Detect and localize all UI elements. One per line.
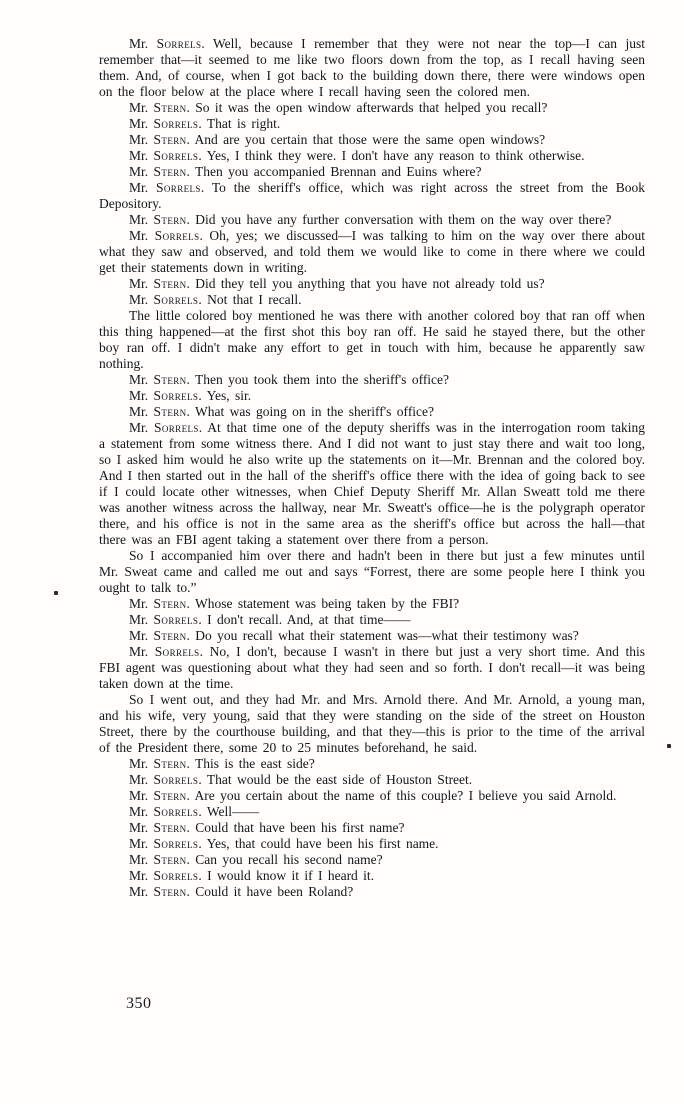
speaker-prefix: Mr. bbox=[129, 276, 154, 291]
transcript-paragraph: Mr. Stern. Then you accompanied Brennan and Euins where? bbox=[129, 164, 482, 179]
transcript-paragraph: Mr. Stern. Did they tell you anything that you have not already told us? bbox=[129, 276, 545, 291]
speaker-name: Stern bbox=[153, 212, 187, 227]
speaker-prefix: Mr. bbox=[129, 212, 154, 227]
speaker-name: Stern bbox=[153, 276, 187, 291]
speaker-prefix: Mr. bbox=[129, 100, 154, 115]
print-speck-right bbox=[667, 744, 671, 748]
speaker-prefix: Mr. bbox=[129, 596, 154, 611]
transcript-paragraph: Mr. Stern. Could that have been his first name? bbox=[129, 820, 405, 835]
speaker-prefix: Mr. bbox=[129, 420, 154, 435]
speaker-prefix: Mr. bbox=[129, 644, 155, 659]
transcript-paragraph: The little colored boy mentioned he was there with another colored boy that ran off when this thing happened—at the first shot this boy ran off. He said he stayed there, but the other boy ran off. I didn't make any effort to get in touch with him, because he apparently saw nothing. bbox=[99, 308, 645, 371]
speaker-prefix: Mr. bbox=[129, 628, 154, 643]
transcript-paragraph: Mr. Sorrels. At that time one of the deputy sheriffs was in the interrogation room taking a statement from some witness there. And I did not want to just stay there and wait too long, so I asked him would he also write up the statements on it—Mr. Brennan and the colored boy. And I then started out in the hall of the sheriff's office there with the idea of going back to see if I could locate other witnesses, when Chief Deputy Sheriff Mr. Allan Sweatt told me there was another witness across the hallway, near Mr. Sweatt's office—he is the polygraph operator there, and his office is not in the same area as the sheriff's office but across the hall—that there was an FBI agent taking a statement over there from a person. bbox=[99, 420, 645, 547]
speaker-prefix: Mr. bbox=[129, 404, 154, 419]
speaker-prefix: Mr. bbox=[129, 388, 154, 403]
transcript-paragraph: Mr. Stern. This is the east side? bbox=[129, 756, 315, 771]
transcript-paragraph: Mr. Stern. And are you certain that those were the same open windows? bbox=[129, 132, 546, 147]
print-speck-left bbox=[54, 591, 58, 595]
transcript-paragraph: Mr. Sorrels. I don't recall. And, at that time—— bbox=[129, 612, 411, 627]
speaker-name: Stern bbox=[153, 788, 187, 803]
speaker-prefix: Mr. bbox=[129, 292, 154, 307]
speaker-prefix: Mr. bbox=[129, 148, 154, 163]
transcript-paragraph: So I went out, and they had Mr. and Mrs. Arnold there. And Mr. Arnold, a young man, and his wife, very young, said that they were standing on the side of the street on Houston Street, there by the courthouse building, and that they—this is prior to the time of the arrival of the President there, some 20 to 25 minutes beforehand, he said. bbox=[99, 692, 645, 755]
speaker-prefix: Mr. bbox=[129, 868, 154, 883]
speaker-name: Sorrels bbox=[153, 836, 199, 851]
speaker-prefix: Mr. bbox=[129, 804, 154, 819]
transcript-paragraph: Mr. Stern. Are you certain about the name of this couple? I believe you said Arnold. bbox=[129, 788, 617, 803]
speaker-name: Stern bbox=[153, 852, 187, 867]
speaker-name: Sorrels bbox=[154, 644, 200, 659]
speaker-prefix: Mr. bbox=[129, 132, 154, 147]
transcript-paragraph: Mr. Stern. What was going on in the sheriff's office? bbox=[129, 404, 435, 419]
speaker-prefix: Mr. bbox=[129, 180, 156, 195]
speaker-prefix: Mr. bbox=[129, 820, 154, 835]
speaker-name: Stern bbox=[153, 820, 187, 835]
transcript-paragraph: Mr. Sorrels. Yes, I think they were. I don't have any reason to think otherwise. bbox=[129, 148, 585, 163]
speaker-prefix: Mr. bbox=[129, 612, 154, 627]
transcript-paragraph: Mr. Sorrels. Not that I recall. bbox=[129, 292, 302, 307]
speaker-name: Sorrels bbox=[154, 228, 200, 243]
speaker-name: Stern bbox=[153, 596, 187, 611]
speaker-name: Sorrels bbox=[153, 420, 199, 435]
transcript-paragraph: Mr. Sorrels. Well, because I remember that they were not near the top—I can just remember that—it seemed to me like two floors down from the top, as I recall having seen them. And, of course, when I got back to the building down there, there were windows open on the floor below at the place where I recall having seen the colored men. bbox=[99, 36, 645, 99]
transcript-paragraph: Mr. Sorrels. Oh, yes; we discussed—I was talking to him on the way over there about what they saw and observed, and told them we would like to come in there where we could get their statements down in writing. bbox=[99, 228, 645, 275]
speaker-name: Sorrels bbox=[153, 612, 199, 627]
transcript-paragraph: Mr. Stern. Do you recall what their statement was—what their testimony was? bbox=[129, 628, 579, 643]
speaker-name: Stern bbox=[153, 100, 187, 115]
speaker-name: Sorrels bbox=[153, 292, 199, 307]
transcript-paragraph: Mr. Sorrels. Yes, that could have been his first name. bbox=[129, 836, 439, 851]
speaker-name: Stern bbox=[153, 132, 187, 147]
transcript-paragraph: Mr. Sorrels. That would be the east side of Houston Street. bbox=[129, 772, 473, 787]
speaker-prefix: Mr. bbox=[129, 772, 154, 787]
speaker-name: Stern bbox=[153, 404, 187, 419]
transcript-text-block bbox=[99, 36, 645, 900]
speaker-prefix: Mr. bbox=[129, 164, 154, 179]
speaker-name: Sorrels bbox=[153, 804, 199, 819]
speaker-name: Sorrels bbox=[156, 180, 201, 195]
speaker-prefix: Mr. bbox=[129, 884, 154, 899]
transcript-paragraph: Mr. Sorrels. Yes, sir. bbox=[129, 388, 252, 403]
transcript-paragraph: Mr. Stern. Then you took them into the sheriff's office? bbox=[129, 372, 450, 387]
speaker-prefix: Mr. bbox=[129, 852, 154, 867]
transcript-paragraph: Mr. Sorrels. Well—— bbox=[129, 804, 260, 819]
transcript-paragraph: Mr. Stern. Whose statement was being taken by the FBI? bbox=[129, 596, 460, 611]
speaker-name: Stern bbox=[153, 628, 187, 643]
speaker-name: Stern bbox=[153, 756, 187, 771]
speaker-prefix: Mr. bbox=[129, 116, 154, 131]
speaker-prefix: Mr. bbox=[129, 756, 154, 771]
speaker-name: Sorrels bbox=[156, 36, 202, 51]
transcript-paragraph: Mr. Stern. So it was the open window afterwards that helped you recall? bbox=[129, 100, 548, 115]
transcript-paragraph: Mr. Sorrels. To the sheriff's office, which was right across the street from the Book Depository. bbox=[99, 180, 645, 211]
transcript-paragraph: Mr. Stern. Can you recall his second name? bbox=[129, 852, 383, 867]
transcript-paragraph: Mr. Stern. Did you have any further conversation with them on the way over there? bbox=[129, 212, 612, 227]
transcript-paragraph: Mr. Stern. Could it have been Roland? bbox=[129, 884, 354, 899]
transcript-paragraph: Mr. Sorrels. That is right. bbox=[129, 116, 281, 131]
page-number: 350 bbox=[126, 995, 152, 1012]
transcript-paragraph: Mr. Sorrels. I would know it if I heard it. bbox=[129, 868, 375, 883]
speaker-prefix: Mr. bbox=[129, 836, 154, 851]
speaker-prefix: Mr. bbox=[129, 228, 155, 243]
transcript-paragraph: Mr. Sorrels. No, I don't, because I wasn't in there but just a very short time. And this FBI agent was questioning about what they had seen and so forth. I don't recall—it was being taken down at the time. bbox=[99, 644, 645, 691]
speaker-prefix: Mr. bbox=[129, 36, 157, 51]
speaker-name: Sorrels bbox=[153, 116, 199, 131]
speaker-prefix: Mr. bbox=[129, 372, 154, 387]
speaker-name: Sorrels bbox=[153, 388, 199, 403]
speaker-name: Sorrels bbox=[153, 772, 199, 787]
speaker-name: Sorrels bbox=[153, 868, 199, 883]
transcript-paragraph: So I accompanied him over there and hadn't been in there but just a few minutes until Mr. Sweat came and called me out and says “Forrest, there are some people here I think you ought to talk to.” bbox=[99, 548, 645, 595]
speaker-name: Stern bbox=[153, 884, 187, 899]
speaker-name: Stern bbox=[153, 372, 187, 387]
speaker-name: Stern bbox=[153, 164, 187, 179]
speaker-name: Sorrels bbox=[153, 148, 199, 163]
speaker-prefix: Mr. bbox=[129, 788, 154, 803]
